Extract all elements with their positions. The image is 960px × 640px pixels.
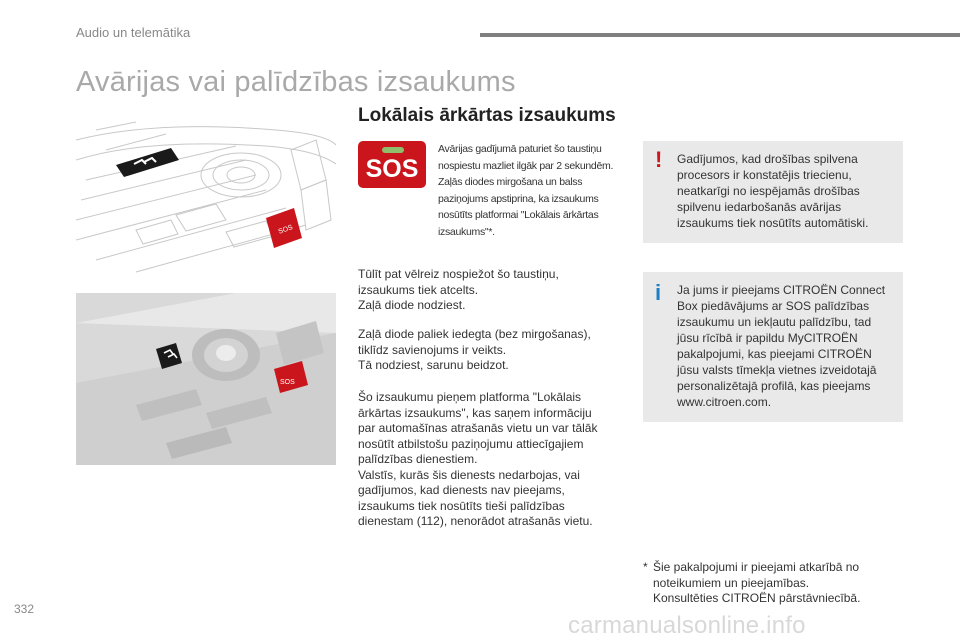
header-bar (480, 33, 960, 37)
watermark: carmanualsonline.info (568, 612, 806, 639)
footnote-line: Šie pakalpojumi ir pieejami atkarībā no noteikumiem un pieejamības. (653, 560, 860, 590)
warning-note-text: Gadījumos, kad drošības spilvena procesors ir konstatējis triecienu, neatkarīgi no iespējamās drošības spilvenu iedarbošanās avārijas izsaukums tiek nosūtīts automātiski. (677, 152, 869, 230)
body-line: Tā nodziest, sarunu beidzot. (358, 358, 509, 372)
body-line: Zaļā diode nodziest. (358, 298, 466, 312)
body-line: Zaļā diode paliek iedegta (bez mirgošanas), tiklīdz savienojums ir veikts. (358, 327, 591, 357)
footnote (643, 560, 903, 607)
page-number: 332 (14, 602, 35, 616)
sos-button-icon (358, 141, 426, 188)
info-note (643, 272, 903, 422)
info-note-text: Ja jums ir pieejams CITROËN Connect Box piedāvājums ar SOS palīdzības izsaukumu un iekļautu palīdzību, tad jūsu rīcībā ir papildu MyCITROËN pakalpojumi, kas pieejami CITROËN jūsu valsts tīmekļa vietnes izveidotajā personalizētajā profilā, kas pieejams www.citroen.com. (677, 283, 886, 409)
warning-icon: ! (655, 147, 663, 172)
page-title: Avārijas vai palīdzības izsaukums (76, 66, 516, 98)
svg-text:SOS: SOS (280, 379, 295, 386)
body-line: Tūlīt pat vēlreiz nospiežot šo taustiņu, izsaukums tiek atcelts. (358, 267, 559, 297)
intro-paragraph-2: Zaļās diodes mirgošana un balss paziņojums apstiprina, ka izsaukums nosūtīts platformai "Lokālais ārkārtas izsaukums"*. (438, 176, 599, 238)
section-title: Lokālais ārkārtas izsaukums (358, 105, 616, 126)
info-icon: i (655, 280, 662, 305)
body-line: Valstīs, kurās šis dienests nedarbojas, vai gadījumos, kad dienests nav pieejams, izsaukums tiek nosūtīts tieši palīdzības dienestam (112), nenorādot atrašanās vietu. (358, 467, 593, 528)
intro-paragraph-1: Avārijas gadījumā paturiet šo taustiņu nospiestu mazliet ilgāk par 2 sekundēm. (438, 143, 614, 172)
warning-note (643, 141, 903, 243)
ceiling-console-illustration (76, 120, 336, 273)
body-paragraph-cancel (358, 267, 608, 314)
body-line: Šo izsaukumu pieņem platforma "Lokālais ārkārtas izsaukums", kas saņem informāciju par automašīnas atrašanās vietu un var tālāk nosūtīt atbilstošu paziņojumu attiecīgajiem palīdzības dienestiem. (358, 390, 598, 466)
body-paragraph-connected (358, 327, 608, 374)
intro-text (438, 141, 628, 240)
footnote-line: Konsultēties CITROËN pārstāvniecībā. (653, 591, 861, 605)
sos-label: SOS (365, 155, 419, 183)
ceiling-console-photo (76, 293, 336, 465)
footnote-marker: * (643, 560, 648, 574)
svg-text:SOS: SOS (277, 224, 294, 236)
green-led-icon (382, 147, 404, 153)
header-section-label: Audio un telemātika (76, 25, 191, 40)
body-paragraph-platform (358, 390, 608, 530)
